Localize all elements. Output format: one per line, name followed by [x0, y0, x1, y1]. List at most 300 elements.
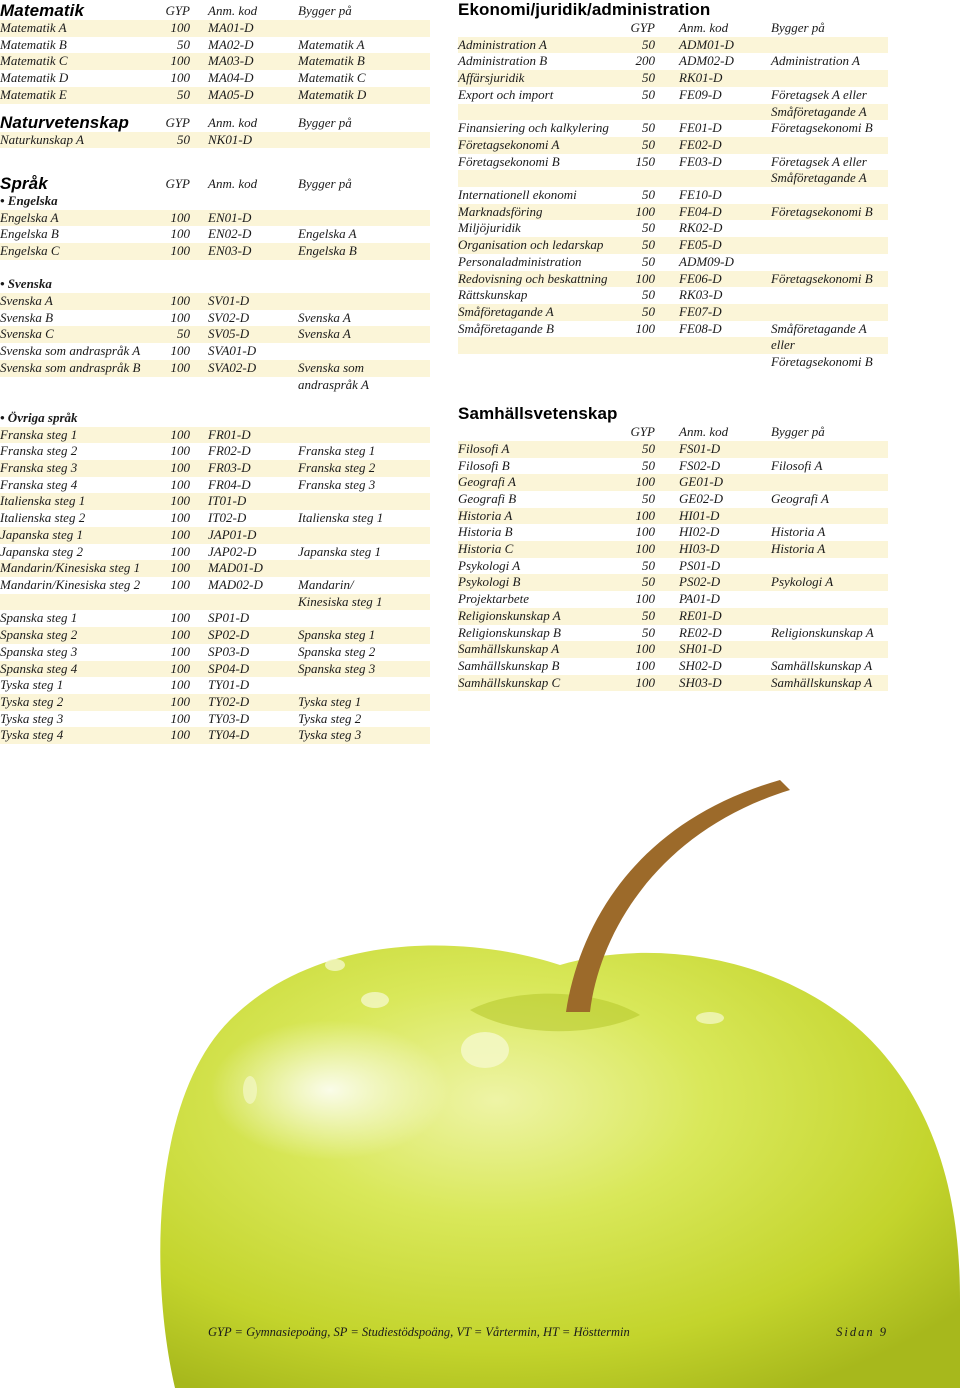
course-points: 100	[170, 70, 190, 86]
course-name: Företagsekonomi A	[458, 136, 560, 152]
course-name: Matematik C	[0, 53, 68, 69]
course-points: 100	[170, 476, 190, 492]
course-name: Matematik B	[0, 36, 67, 52]
course-points	[630, 104, 655, 121]
footer-legend: GYP = Gymnasiepoäng, SP = Studiestödspoäng, VT = Vårtermin, HT = Hösttermin	[208, 1325, 630, 1339]
course-name: Mandarin/Kinesiska steg 2	[0, 577, 141, 592]
course-points: 100	[170, 560, 190, 576]
table-row	[458, 237, 888, 254]
course-name: Psykologi B	[458, 574, 521, 590]
course-code: FE09-D	[679, 86, 722, 102]
table-row	[458, 220, 888, 237]
subsection-engelska: • Engelska	[0, 192, 58, 208]
course-name: Matematik A	[0, 20, 67, 35]
course-name: Mandarin/Kinesiska steg 1	[0, 560, 141, 576]
course-points	[148, 594, 190, 611]
course-name: Franska steg 4	[0, 476, 78, 492]
course-points	[630, 170, 655, 187]
table-row	[0, 544, 430, 561]
course-prerequisite: Företagsekonomi B	[771, 120, 873, 136]
column-headers	[458, 20, 888, 37]
course-code: EN02-D	[208, 226, 252, 242]
section-title: Samhällsvetenskap	[458, 404, 618, 424]
course-code: ADM01-D	[679, 36, 734, 52]
table-row	[458, 524, 888, 541]
course-prerequisite	[765, 441, 888, 458]
course-prerequisite: Svenska A	[298, 326, 351, 342]
course-code: MAD02-D	[208, 577, 263, 592]
course-points: 100	[170, 693, 190, 709]
course-points: 100	[170, 460, 190, 476]
course-points: 100	[635, 474, 655, 490]
course-name: Projektarbete	[458, 591, 529, 607]
course-code: FS01-D	[679, 440, 721, 456]
course-name: Svenska A	[0, 293, 53, 309]
course-code: IT01-D	[208, 493, 247, 509]
table-row	[458, 271, 888, 288]
table-row	[0, 20, 430, 37]
course-points: 50	[642, 120, 655, 136]
course-points: 50	[642, 220, 655, 236]
course-name: Franska steg 3	[0, 460, 78, 476]
table-row	[458, 541, 888, 558]
course-code: FE01-D	[679, 120, 722, 136]
table-row	[0, 293, 430, 310]
course-prerequisite	[765, 474, 888, 491]
table-row	[0, 694, 430, 711]
course-prerequisite	[278, 20, 430, 37]
course-name	[458, 337, 630, 354]
course-prerequisite	[278, 527, 430, 544]
course-prerequisite: Kinesiska steg 1	[298, 593, 383, 609]
course-code: FE03-D	[679, 153, 722, 169]
course-name: Samhällskunskap B	[458, 657, 560, 673]
table-row	[0, 243, 430, 260]
course-code: RK02-D	[679, 220, 723, 236]
course-prerequisite	[278, 427, 430, 444]
table-row	[0, 343, 430, 360]
course-prerequisite	[278, 610, 430, 627]
course-code: IT02-D	[208, 510, 247, 526]
header-gyp: GYP	[165, 3, 190, 19]
page-number: Sidan 9	[836, 1325, 888, 1339]
course-name: Svenska som andraspråk A	[0, 343, 141, 359]
course-name: Italienska steg 2	[0, 510, 86, 526]
table-row	[458, 354, 888, 371]
course-code: FR04-D	[208, 476, 251, 492]
course-points: 50	[642, 86, 655, 102]
table-row	[458, 87, 888, 104]
course-code: PS02-D	[679, 574, 721, 590]
course-points: 50	[177, 36, 190, 52]
header-gyp: GYP	[165, 176, 190, 192]
table-row	[458, 53, 888, 70]
table-row	[458, 625, 888, 642]
course-code: FR02-D	[208, 443, 251, 459]
course-code: PS01-D	[679, 557, 721, 573]
course-points: 50	[642, 440, 655, 456]
course-code: EN01-D	[208, 209, 252, 225]
course-name: Småföretagande A	[458, 303, 554, 319]
course-name: Företagsekonomi B	[458, 153, 560, 169]
water-drop	[243, 1076, 257, 1104]
course-prerequisite: Tyska steg 1	[298, 693, 362, 709]
table-row	[458, 658, 888, 675]
course-code: TY04-D	[208, 727, 250, 743]
course-name: Matematik E	[0, 86, 67, 102]
course-code: FR01-D	[208, 426, 251, 442]
table-row	[458, 70, 888, 87]
course-code: SV01-D	[208, 293, 250, 309]
course-prerequisite: Samhällskunskap A	[771, 674, 873, 690]
course-prerequisite: Mandarin/	[298, 577, 354, 592]
course-table	[458, 441, 888, 692]
section-header	[458, 0, 888, 20]
course-points: 100	[170, 660, 190, 676]
course-code: SVA02-D	[208, 359, 257, 375]
table-row	[0, 460, 430, 477]
course-prerequisite: Företagsekonomi B	[771, 270, 873, 286]
course-code: FE10-D	[679, 187, 722, 203]
course-prerequisite	[765, 287, 888, 304]
table-row	[458, 321, 888, 338]
course-name: Geografi B	[458, 490, 517, 506]
course-prerequisite	[765, 37, 888, 54]
course-name: Personaladministration	[458, 253, 582, 269]
course-code: FS02-D	[679, 457, 721, 473]
course-name: Småföretagande B	[458, 320, 554, 336]
course-name	[458, 170, 630, 187]
course-code: SH03-D	[679, 674, 722, 690]
table-row	[458, 137, 888, 154]
course-points: 100	[635, 507, 655, 523]
course-prerequisite: Företagsekonomi B	[771, 354, 873, 370]
course-name: Affärsjuridik	[458, 70, 525, 86]
subsection-svenska: • Svenska	[0, 276, 52, 292]
course-prerequisite	[765, 641, 888, 658]
table-row	[458, 508, 888, 525]
course-points: 150	[635, 153, 655, 169]
course-points: 100	[170, 577, 190, 592]
table-row	[458, 337, 888, 354]
course-prerequisite	[765, 187, 888, 204]
course-points: 50	[642, 287, 655, 303]
course-name: Spanska steg 2	[0, 627, 78, 643]
table-row	[458, 154, 888, 171]
course-name: Engelska A	[0, 209, 59, 225]
table-row	[0, 727, 430, 744]
course-points: 100	[170, 727, 190, 743]
table-row	[458, 641, 888, 658]
course-points: 100	[170, 209, 190, 225]
course-points: 100	[635, 657, 655, 673]
course-points: 50	[642, 557, 655, 573]
course-name: Spanska steg 3	[0, 643, 78, 659]
header-gyp: GYP	[165, 114, 190, 130]
table-row	[0, 493, 430, 510]
table-row	[0, 226, 430, 243]
course-prerequisite: Företagsek A eller	[771, 86, 867, 102]
course-code: NK01-D	[208, 131, 253, 147]
course-prerequisite: Franska steg 3	[298, 476, 376, 492]
course-points	[148, 377, 190, 394]
course-prerequisite	[278, 560, 430, 577]
course-code: FE08-D	[679, 320, 722, 336]
course-points: 50	[642, 624, 655, 640]
header-code: Anm. kod	[679, 424, 729, 440]
table-row	[458, 104, 888, 121]
section-header	[0, 0, 430, 20]
course-points: 50	[642, 136, 655, 152]
course-name: Tyska steg 2	[0, 693, 64, 709]
header-base: Bygger på	[298, 176, 352, 192]
course-name: Organisation och ledarskap	[458, 237, 604, 253]
course-name	[458, 354, 630, 371]
course-prerequisite: Japanska steg 1	[298, 543, 382, 559]
course-name: Spanska steg 1	[0, 610, 78, 626]
course-code: SP02-D	[208, 627, 250, 643]
course-name: Filosofi A	[458, 440, 510, 456]
course-prerequisite: Företagsek A eller	[771, 153, 867, 169]
table-row	[458, 37, 888, 54]
course-prerequisite	[765, 137, 888, 154]
course-prerequisite: Religionskunskap A	[771, 624, 874, 640]
course-name: Svenska som andraspråk B	[0, 359, 141, 375]
course-code: TY01-D	[208, 677, 250, 693]
course-points: 100	[635, 641, 655, 657]
course-code: HI02-D	[679, 524, 720, 540]
course-points	[630, 337, 655, 354]
course-name	[0, 594, 148, 611]
course-code: RK01-D	[679, 70, 723, 86]
course-prerequisite	[278, 293, 430, 310]
table-row	[458, 254, 888, 271]
course-prerequisite: Historia A	[771, 524, 826, 540]
course-code: SP04-D	[208, 660, 250, 676]
course-points: 50	[642, 490, 655, 506]
course-prerequisite	[278, 343, 430, 360]
course-code: MA01-D	[208, 20, 254, 35]
course-prerequisite: Småföretagande A	[771, 103, 867, 119]
section-title: Språk	[0, 174, 48, 194]
section-ekonomi	[458, 0, 888, 371]
course-points: 50	[642, 237, 655, 253]
course-name: Franska steg 1	[0, 426, 78, 442]
course-code: GE02-D	[679, 490, 724, 506]
course-prerequisite	[765, 304, 888, 321]
course-code	[655, 337, 765, 354]
course-code: EN03-D	[208, 243, 252, 258]
course-code: HI03-D	[679, 541, 720, 557]
course-prerequisite: Matematik C	[298, 70, 366, 86]
course-points: 100	[635, 320, 655, 336]
course-prerequisite: Tyska steg 3	[298, 727, 362, 743]
left-column	[0, 0, 430, 744]
header-gyp: GYP	[630, 20, 655, 35]
course-name: Filosofi B	[458, 457, 510, 473]
course-points: 50	[642, 457, 655, 473]
water-drop	[325, 959, 345, 971]
course-code: FE02-D	[679, 136, 722, 152]
course-prerequisite: Historia A	[771, 541, 826, 557]
table-row	[458, 304, 888, 321]
course-points: 100	[170, 226, 190, 242]
course-name: Matematik D	[0, 70, 69, 86]
course-name: Psykologi A	[458, 557, 521, 573]
table-row	[458, 458, 888, 475]
section-sprak	[0, 173, 430, 744]
course-name: Historia B	[458, 524, 513, 540]
course-name: Svenska B	[0, 309, 54, 325]
course-prerequisite	[278, 677, 430, 694]
course-name	[0, 377, 148, 394]
course-prerequisite: Företagsekonomi B	[771, 203, 873, 219]
course-points: 100	[635, 203, 655, 219]
course-prerequisite: Samhällskunskap A	[771, 657, 873, 673]
course-points: 100	[170, 443, 190, 459]
course-points: 50	[642, 187, 655, 203]
table-row	[458, 675, 888, 692]
course-prerequisite	[765, 608, 888, 625]
course-name: Samhällskunskap C	[458, 674, 561, 690]
table-row	[0, 443, 430, 460]
course-name: Historia C	[458, 541, 514, 557]
course-prerequisite: Administration A	[771, 53, 860, 69]
table-row	[0, 310, 430, 327]
course-name: Naturkunskap A	[0, 131, 84, 147]
course-code: SH02-D	[679, 657, 722, 673]
course-prerequisite	[765, 591, 888, 608]
course-points: 50	[177, 131, 190, 147]
course-points: 100	[170, 243, 190, 258]
course-points: 100	[170, 309, 190, 325]
course-name: Administration B	[458, 53, 548, 69]
course-prerequisite: Spanska steg 2	[298, 643, 376, 659]
course-prerequisite: Småföretagande A	[771, 170, 867, 186]
course-prerequisite: Spanska steg 1	[298, 627, 376, 643]
table-row	[458, 558, 888, 575]
table-row	[0, 677, 430, 694]
course-points: 50	[642, 253, 655, 269]
course-code: RE01-D	[679, 607, 722, 623]
course-code: FE04-D	[679, 203, 722, 219]
course-points: 50	[642, 36, 655, 52]
course-name: Italienska steg 1	[0, 493, 86, 509]
course-points: 100	[635, 674, 655, 690]
course-code: FE07-D	[679, 303, 722, 319]
table-row	[458, 170, 888, 187]
course-name: Redovisning och beskattning	[458, 270, 608, 286]
course-points: 50	[177, 326, 190, 342]
course-name: Engelska B	[0, 226, 59, 242]
table-row	[0, 594, 430, 611]
header-code: Anm. kod	[208, 114, 258, 130]
course-prerequisite	[765, 220, 888, 237]
course-code: SVA01-D	[208, 343, 257, 359]
course-prerequisite: Matematik A	[298, 36, 365, 52]
course-prerequisite	[765, 254, 888, 271]
course-points: 100	[170, 526, 190, 542]
table-row	[458, 574, 888, 591]
table-row	[0, 711, 430, 728]
section-title: Naturvetenskap	[0, 112, 129, 132]
course-code: MA05-D	[208, 86, 254, 102]
course-code	[655, 170, 765, 187]
course-name: Samhällskunskap A	[458, 641, 560, 657]
header-gyp: GYP	[630, 424, 655, 440]
course-name: Export och import	[458, 86, 554, 102]
course-points: 100	[170, 426, 190, 442]
course-table	[0, 210, 430, 260]
section-naturvetenskap	[0, 112, 430, 149]
course-prerequisite: Filosofi A	[771, 457, 823, 473]
course-points: 50	[642, 574, 655, 590]
apple-image	[0, 760, 960, 1388]
course-name: Geografi A	[458, 474, 516, 490]
table-row	[0, 87, 430, 104]
course-points: 100	[170, 543, 190, 559]
section-header	[0, 112, 430, 132]
course-prerequisite: Spanska steg 3	[298, 660, 376, 676]
table-row	[0, 644, 430, 661]
course-name: Marknadsföring	[458, 203, 543, 219]
course-code	[190, 377, 278, 394]
course-code: RE02-D	[679, 624, 722, 640]
course-code: SP03-D	[208, 643, 250, 659]
course-name: Spanska steg 4	[0, 660, 78, 676]
course-name: Internationell ekonomi	[458, 187, 577, 203]
header-base: Bygger på	[771, 424, 825, 440]
table-row	[0, 360, 430, 377]
course-points: 50	[642, 607, 655, 623]
water-drop	[461, 1032, 509, 1068]
course-name: Engelska C	[0, 243, 60, 258]
header-code: Anm. kod	[208, 176, 258, 192]
course-name: Franska steg 2	[0, 443, 78, 459]
header-code: Anm. kod	[208, 3, 258, 19]
course-name: Tyska steg 1	[0, 677, 64, 693]
course-prerequisite: Engelska B	[298, 243, 357, 258]
course-code: GE01-D	[679, 474, 724, 490]
header-code: Anm. kod	[679, 20, 729, 35]
table-row	[458, 608, 888, 625]
course-points: 100	[170, 643, 190, 659]
course-code: JAP01-D	[208, 526, 257, 542]
course-code: ADM09-D	[679, 253, 734, 269]
course-code: SV02-D	[208, 309, 250, 325]
table-row	[0, 527, 430, 544]
course-code: TY02-D	[208, 693, 250, 709]
course-points	[630, 354, 655, 371]
header-base: Bygger på	[771, 20, 825, 35]
section-matematik	[0, 0, 430, 104]
course-name: Tyska steg 4	[0, 727, 64, 743]
section-header	[458, 404, 888, 424]
course-code	[655, 104, 765, 121]
course-points: 50	[642, 303, 655, 319]
table-row	[0, 661, 430, 678]
course-prerequisite: Engelska A	[298, 226, 357, 242]
table-row	[0, 326, 430, 343]
course-code: SV05-D	[208, 326, 250, 342]
course-name: Rättskunskap	[458, 287, 528, 303]
course-prerequisite: Småföretagande A	[771, 320, 867, 336]
section-header	[0, 173, 430, 193]
course-code: ADM02-D	[679, 53, 734, 69]
table-row	[0, 132, 430, 149]
course-code: TY03-D	[208, 710, 250, 726]
course-name	[458, 104, 630, 121]
